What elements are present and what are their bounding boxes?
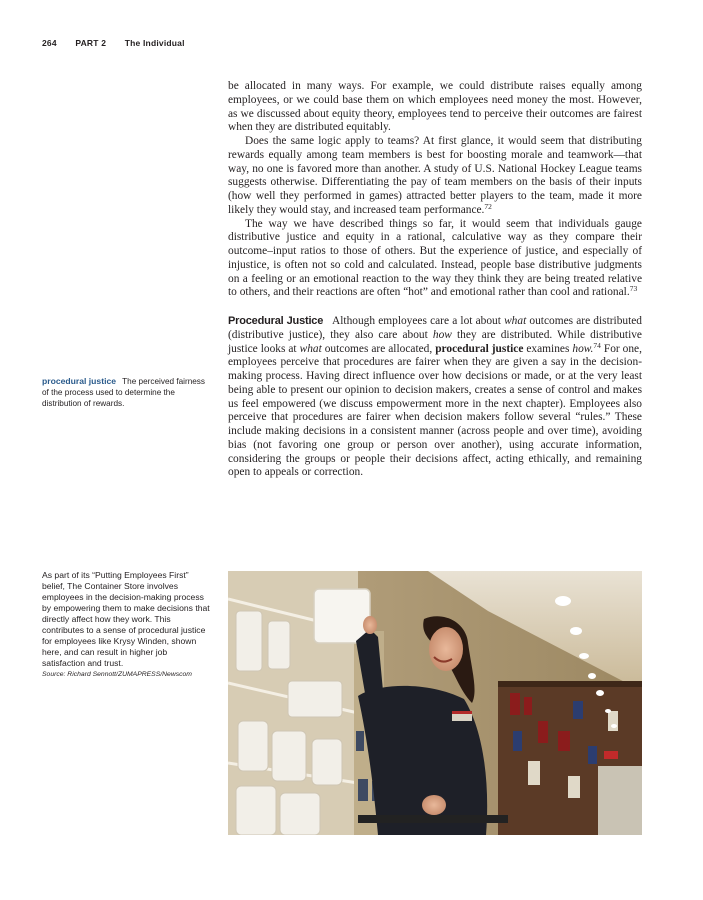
part-title: The Individual xyxy=(124,38,185,48)
glossary-term: procedural justice xyxy=(42,376,117,386)
paragraph-2: Does the same logic apply to teams? At first glance, it would seem that distributing rewards equally among team members is best for boosting morale and teamwork—that way, no one is favored more than another. A study of U.S. National Hockey League teams suggests otherwise. Differentiating the pay of team members on the basis of their inputs (how well they performed in games) attracted better players to the team, made it more likely they would stay, and increased team performance.$^{72}$ xyxy=(228,135,642,216)
caption-text: As part of its “Putting Employees First” belief, The Container Store involves employees in the decision-making process by empowering them to make decisions that directly affect how they work. This contributes to a sense of procedural justice for employees like Krysy Winden, shown here, and can result in higher job satisfaction and trust. xyxy=(42,570,210,668)
endnote-73: 73 xyxy=(629,284,638,294)
paragraph-3: The way we have described things so far, it would seem that individuals gauge distributive justice and equity in a rational, calculative way as they compare their outcome–input ratios to those of others. But the experience of justice, and especially of injustice, is often not so cold and calculated. Instead, people base distributive judgments on a feeling or an emotional reaction to the way they think they are being treated relative to others, and their reactions are often “hot” and emotional rather than cool and rational.$^{73}$ xyxy=(228,217,642,299)
part-label: PART 2 xyxy=(75,38,107,48)
glossary-definition: The perceived fairness of the process used to determine the distribution of rewards. xyxy=(42,377,205,408)
photo-illustration xyxy=(228,571,642,835)
photo-caption xyxy=(42,570,210,681)
section-heading: Procedural Justice xyxy=(228,315,324,327)
main-text-column xyxy=(228,80,642,480)
paragraph-1: be allocated in many ways. For example, we could distribute raises equally among employees, or we could base them on which employees need money the most. However, as we discussed about equity theory, employees tend to perceive their outcomes are fairest when they are distributed equitably. xyxy=(228,80,642,134)
margin-glossary xyxy=(42,376,210,410)
paragraph-procedural-justice: Procedural Justice Although employees care a lot about what outcomes are distributed (distributive justice), they also care about how they are distributed. While distributive justice looks at what outcomes are allocated, procedural justice examines how.$^{74}$ For one, employees perceive that procedures are fairer when they are given a say in the decision-making process. Having direct influence over how decisions or made, or at the very least being able to present our opinion to decision makers, creates a sense of control and makes us feel empowered (we discuss empowerment more in the next chapter). Employees also perceive that procedures are fairer when decision makers follow several “rules.” These include making decisions in a consistent manner (across people and over time), avoiding bias (not favoring one group or person over another), using accurate information, considering the groups or people their decisions affect, acting ethically, and remaining open to appeals or correction. xyxy=(228,315,643,479)
endnote-74: 74 xyxy=(593,340,601,350)
running-header xyxy=(42,38,201,48)
endnote-72: 72 xyxy=(484,201,492,211)
page-number: 264 xyxy=(42,38,57,48)
photo-source: Source: Richard Sennott/ZUMAPRESS/Newscom xyxy=(42,670,192,678)
key-term: procedural justice xyxy=(435,342,524,355)
store-photo xyxy=(228,571,642,835)
